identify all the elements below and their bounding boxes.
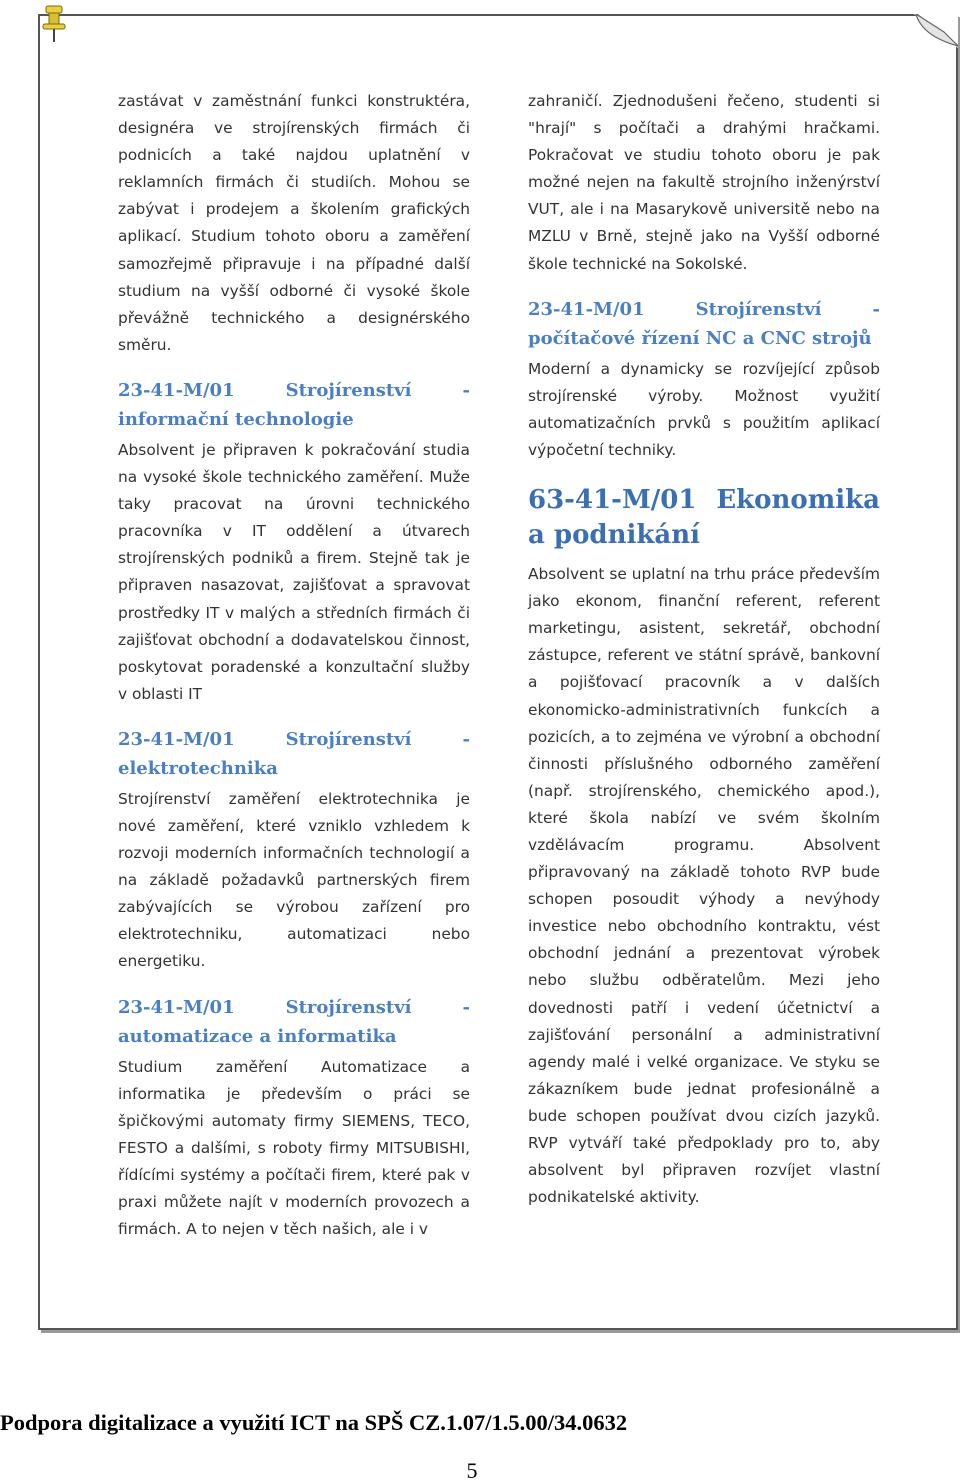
footer-project-text: Podpora digitalizace a využití ICT na SPŠ CZ.1.07/1.5.00/34.0632 [0, 1410, 628, 1435]
heading-automatizace-informatika: 23-41-M/01 Strojírenství - automatizace a informatika [118, 996, 470, 1047]
informacni-technologie-text: Absolvent je připraven k pokračování studia na vysoké škole technického zaměření. Muže taky pracovat na úrovni technického pracovníka v IT oddělení a útvarech strojírenských podniků a firem. Stejně tak je připraven nasazovat, zajišťovat a spravovat prostředky IT v malých a středních firmách či zajišťovat obchodní a dodavatelskou činnost, poskytovat poradenské a konzultační služby v oblasti IT [118, 440, 470, 703]
heading-ekonomika-podnikani: 63-41-M/01 Ekonomika a podnikání [528, 485, 880, 551]
heading-elektrotechnika: 23-41-M/01 Strojírenství - elektrotechnika [118, 728, 470, 779]
left-intro-text: zastávat v zaměstnání funkci konstruktéra, designéra ve strojírenských firmách či podnicích a také najdou uplatnění v reklamních firmách či studiích. Mohou se zabývat i prodejem a školením grafických aplikací. Studium tohoto oboru a zaměření samozřejmě připravuje i na případné další studium na vyšší odborné či vysoké škole převážně technického a designérského směru. [118, 92, 470, 354]
automatizace-informatika-text: Studium zaměření Automatizace a informatika je především o práci se špičkovými automaty firmy SIEMENS, TECO, FESTO a dalšími, s roboty firmy MITSUBISHI, řídícími systémy a počítači firem, které pak v praxi můžete najít v moderních provozech a firmách. A to nejen v těch našich, ale i v [118, 1057, 470, 1239]
heading-informacni-technologie: 23-41-M/01 Strojírenství - informační technologie [118, 379, 470, 430]
left-column [118, 88, 470, 1243]
document-page-image [38, 14, 958, 1330]
right-intro-text: zahraničí. Zjednodušeni řečeno, studenti si "hrají" s počítači a drahými hračkami. Pokračovat ve studiu tohoto oboru je pak možné nejen na fakultě strojního inženýrství VUT, ale i na Masarykově universitě nebo na MZLU v Brně, stejně jako na Vyšší odborné škole technické na Sokolské. [528, 92, 880, 273]
right-column [528, 88, 880, 1211]
pushpin-icon [40, 4, 68, 44]
nc-cnc-text: Moderní a dynamicky se rozvíjející způsob strojírenské výroby. Možnost využití automatizačních prvků s použitím aplikací výpočetní techniky. [528, 359, 880, 459]
page-number: 5 [466, 1458, 478, 1483]
ekonomika-podnikani-text: Absolvent se uplatní na trhu práce především jako ekonom, finanční referent, referent marketingu, asistent, sekretář, obchodní zástupce, referent ve státní správě, bankovní a pojišťovací pracovník a v dalších ekonomicko-administrativních funkcích a pozicích, a to zejména ve výrobní a obchodní činnosti příslušného odborného zaměření (např. strojírenského, chemického apod.), které škola nabízí ve svém školním vzdělávacím programu. Absolvent připravovaný na základě tohoto RVP bude schopen posoudit výhody a nevýhody investice nebo obchodního kontraktu, vést obchodní jednání a prezentovat výrobek nebo službu odběratelům. Mezi jeho dovednosti patří i vedení účetnictví a zajišťování personální a administrativní agendy malé i velké organizace. Ve styku se zákazníkem bude jednat profesionálně a bude schopen používat dvou cizích jazyků. RVP vytváří také předpoklady pro to, aby absolvent byl připraven rozvíjet vlastní podnikatelské aktivity. [528, 565, 880, 1207]
page-curl-icon [914, 14, 958, 48]
elektrotechnika-text: Strojírenství zaměření elektrotechnika je nové zaměření, které vzniklo vzhledem k rozvoji moderních informačních technologií a na základě požadavků partnerských firem zabývajících se výrobou zařízení pro elektrotechniku, automatizaci nebo energetiku. [118, 789, 470, 971]
heading-nc-cnc: 23-41-M/01 Strojírenství - počítačové řízení NC a CNC strojů [528, 298, 880, 349]
